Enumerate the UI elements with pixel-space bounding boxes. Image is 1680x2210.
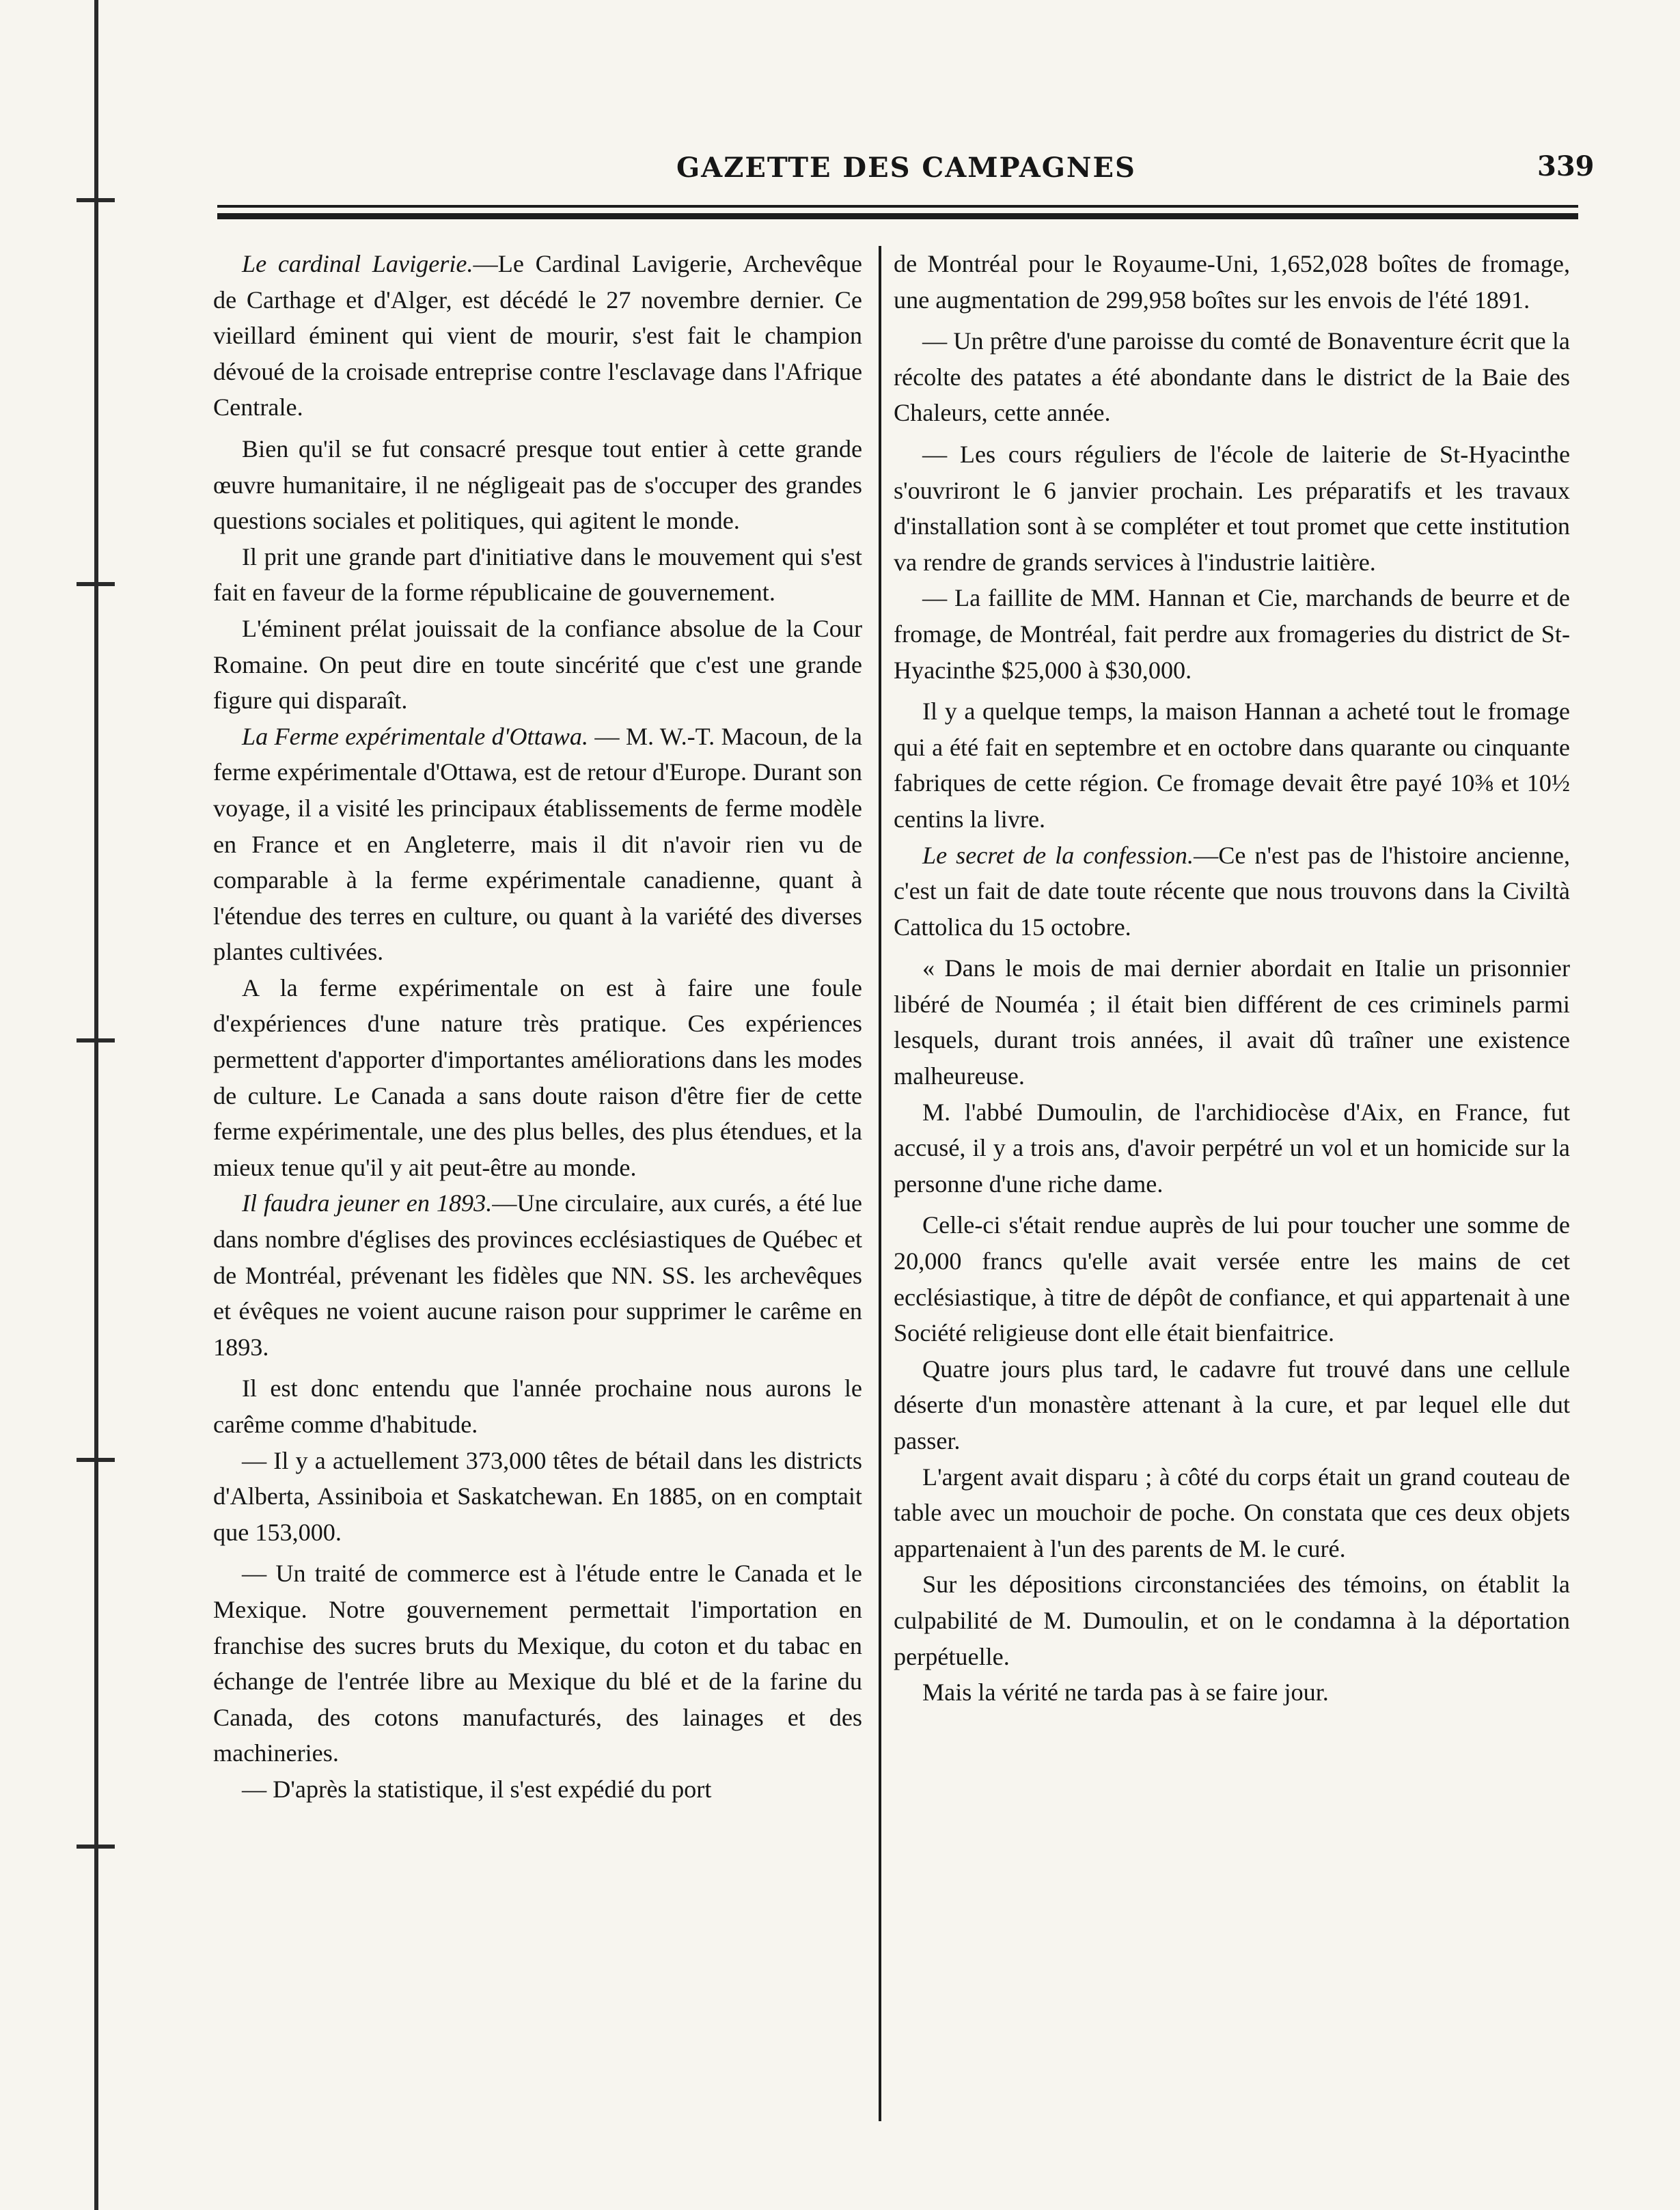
paragraph xyxy=(213,1556,862,1771)
paragraph xyxy=(894,1674,1570,1711)
paragraph-text: L'argent avait disparu ; à côté du corps était un grand couteau de table avec un mouchoir de poche. On constata que ces deux objets appartenaient à l'un des parents de M. le curé. xyxy=(894,1463,1570,1562)
paragraph-text: —Ce n'est pas de l'histoire ancienne, c'est un fait de date toute récente que nous trouvons dans la Civiltà Cattolica du 15 octobre. xyxy=(894,841,1571,941)
paragraph xyxy=(213,719,862,970)
paragraph xyxy=(213,611,862,719)
paragraph xyxy=(894,838,1570,945)
paragraph-text: — Un prêtre d'une paroisse du comté de Bonaventure écrit que la récolte des patates a été abondante dans le district de la Baie des Chaleurs, cette année. xyxy=(894,327,1570,427)
paragraph xyxy=(894,1207,1570,1351)
paragraph xyxy=(213,970,862,1186)
column-divider xyxy=(879,246,881,2121)
paragraph xyxy=(213,246,862,426)
paragraph xyxy=(213,539,862,611)
paragraph-text: — Les cours réguliers de l'école de laiterie de St-Hyacinthe s'ouvriront le 6 janvier prochain. Les préparatifs et les travaux d'installation sont à se compléter et tout promet que cette institution va rendre de grands services à l'industrie laitière. xyxy=(894,440,1570,576)
paragraph-text: A la ferme expérimentale on est à faire une foule d'expériences d'une nature très pratique. Ces expériences permettent d'apporter d'importantes améliorations dans les modes de culture. Le Canada a sans doute raison d'être fier de cette ferme expérimentale, une des plus belles, des plus étendues, et la mieux tenue qu'il y ait peut-être au monde. xyxy=(213,973,862,1181)
paragraph-text: Quatre jours plus tard, le cadavre fut trouvé dans une cellule déserte d'un monastère attenant à la cure, et par lequel elle dut passer. xyxy=(894,1355,1570,1454)
header-rule-thin xyxy=(217,205,1578,208)
paragraph xyxy=(213,1185,862,1365)
paragraph-heading: Le secret de la confession. xyxy=(922,841,1194,869)
paragraph-text: Il prit une grande part d'initiative dans le mouvement qui s'est fait en faveur de la forme républicaine de gouvernement. xyxy=(213,542,862,607)
paragraph xyxy=(213,1370,862,1442)
paragraph xyxy=(894,437,1570,580)
paragraph xyxy=(213,1443,862,1551)
paragraph xyxy=(894,1566,1570,1674)
margin-tick xyxy=(77,1845,115,1849)
paragraph-text: — Un traité de commerce est à l'étude entre le Canada et le Mexique. Notre gouvernement permettait l'importation en franchise des sucres bruts du Mexique, du coton et du tabac en échange de l'entrée libre au Mexique du blé et de la farine du Canada, des cotons manufacturés, des lainages et des machineries. xyxy=(213,1560,862,1767)
paragraph-text: Il y a quelque temps, la maison Hannan a acheté tout le fromage qui a été fait en septembre et en octobre dans quarante ou cinquante fabriques de cette région. Ce fromage devait être payé 10⅜ et 10½ centins la livre. xyxy=(894,697,1570,833)
paragraph xyxy=(894,580,1570,688)
margin-tick xyxy=(77,582,115,586)
paragraph-text: — M. W.-T. Macoun, de la ferme expérimentale d'Ottawa, est de retour d'Europe. Durant son voyage, il a visité les principaux établissements de ferme modèle en France et en Angleterre, mais il dit n'avoir rien vu de comparable à la ferme expérimentale canadienne, quant à l'étendue des terres en culture, ou quant à la variété des diverses plantes cultivées. xyxy=(213,722,862,966)
paragraph-heading: Le cardinal Lavigerie. xyxy=(242,250,473,277)
margin-tick xyxy=(77,198,115,202)
paragraph-text: — D'après la statistique, il s'est expédié du port xyxy=(242,1775,712,1803)
binding-margin-line xyxy=(94,0,98,2210)
paragraph-text: — Il y a actuellement 373,000 têtes de bétail dans les districts d'Alberta, Assiniboia et Saskatchewan. En 1885, on en comptait que 153,000. xyxy=(213,1446,862,1546)
running-title: GAZETTE DES CAMPAGNES xyxy=(676,152,1136,184)
page-number: 339 xyxy=(1537,150,1595,182)
paragraph-text: Bien qu'il se fut consacré presque tout entier à cette grande œuvre humanitaire, il ne négligeait pas de s'occuper des grandes questions sociales et politiques, qui agitent le monde. xyxy=(213,434,862,535)
margin-tick xyxy=(77,1458,115,1462)
left-column xyxy=(213,246,862,1808)
paragraph xyxy=(894,950,1570,1094)
right-column xyxy=(894,246,1570,1711)
margin-tick xyxy=(77,1038,115,1042)
paragraph xyxy=(213,431,862,539)
paragraph-text: Il est donc entendu que l'année prochaine nous aurons le carême comme d'habitude. xyxy=(213,1375,862,1438)
paragraph-text: L'éminent prélat jouissait de la confiance absolue de la Cour Romaine. On peut dire en toute sincérité que c'est une grande figure qui disparaît. xyxy=(213,614,862,715)
paragraph xyxy=(894,1459,1570,1567)
paragraph-heading: Il faudra jeuner en 1893. xyxy=(242,1189,493,1217)
paragraph xyxy=(894,693,1570,837)
paragraph-text: Mais la vérité ne tarda pas à se faire jour. xyxy=(922,1679,1329,1707)
header-rule-thick xyxy=(217,213,1578,219)
paragraph-text: M. l'abbé Dumoulin, de l'archidiocèse d'Aix, en France, fut accusé, il y a trois ans, d'avoir perpétré un vol et un homicide sur la personne d'une riche dame. xyxy=(894,1098,1570,1198)
paragraph xyxy=(894,1351,1570,1459)
paragraph xyxy=(894,246,1570,318)
paragraph-text: de Montréal pour le Royaume-Uni, 1,652,028 boîtes de fromage, une augmentation de 299,958 boîtes sur les envois de l'été 1891. xyxy=(894,250,1570,314)
paragraph-text: — La faillite de MM. Hannan et Cie, marchands de beurre et de fromage, de Montréal, fait perdre aux fromageries du district de St-Hyacinthe $25,000 à $30,000. xyxy=(894,584,1570,684)
paragraph-text: —Une circulaire, aux curés, a été lue dans nombre d'églises des provinces ecclésiastiques de Québec et de Montréal, prévenant les fidèles que NN. SS. les archevêques et évêques ne voient aucune raison pour supprimer le carême en 1893. xyxy=(213,1189,862,1361)
paragraph-text: Celle-ci s'était rendue auprès de lui pour toucher une somme de 20,000 francs qu'elle avait versée entre les mains de cet ecclésiastique, à titre de dépôt de confiance, et qui appartenait à une Société religieuse dont elle était bienfaitrice. xyxy=(894,1211,1570,1347)
paragraph xyxy=(894,323,1570,431)
paragraph-text: « Dans le mois de mai dernier abordait en Italie un prisonnier libéré de Nouméa ; il était bien différent de ces criminels parmi lesquels, durant trois années, il avait dû traîner une existence malheureuse. xyxy=(894,954,1570,1090)
paragraph xyxy=(213,1771,862,1808)
paragraph xyxy=(894,1094,1570,1202)
paragraph-heading: La Ferme expérimentale d'Ottawa. xyxy=(242,722,589,750)
paragraph-text: —Le Cardinal Lavigerie, Archevêque de Carthage et d'Alger, est décédé le 27 novembre dernier. Ce vieillard éminent qui vient de mourir, s'est fait le champion dévoué de la croisade entreprise contre l'esclavage dans l'Afrique Centrale. xyxy=(213,250,862,422)
paragraph-text: Sur les dépositions circonstanciées des témoins, on établit la culpabilité de M. Dumoulin, et on le condamna à la déportation perpétuelle. xyxy=(894,1571,1570,1670)
